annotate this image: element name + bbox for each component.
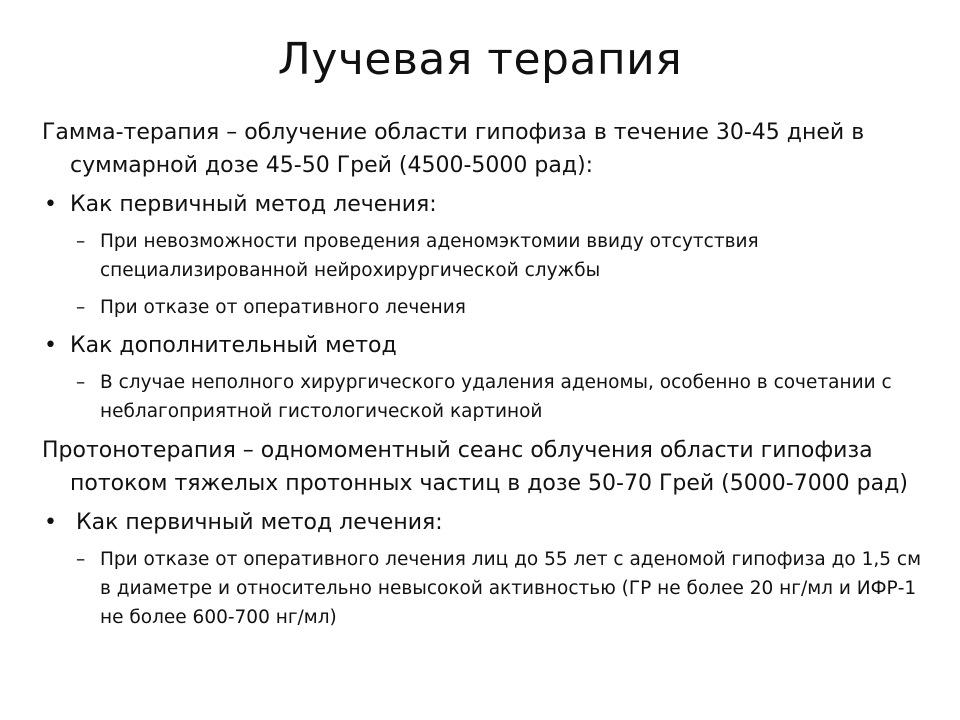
slide-title: Лучевая терапия xyxy=(277,34,683,85)
gamma-therapy-paragraph: Гамма-терапия – облучение области гипофиза в течение 30-45 дней в суммарной дозе 45-50 Грей (4500-5000 рад): xyxy=(42,120,865,178)
dash-mark: – xyxy=(76,231,86,252)
bullet-mark: • xyxy=(44,510,57,535)
dash-mark: – xyxy=(76,549,86,570)
proton-bullet-primary xyxy=(42,507,932,539)
gamma-bullet-additional xyxy=(42,330,932,362)
bullet-mark: • xyxy=(44,192,57,217)
bullet-text: Как первичный метод лечения: xyxy=(76,510,443,535)
proton-therapy-paragraph: Протонотерапия – одномоментный сеанс облучения области гипофиза потоком тяжелых протонных частиц в дозе 50-70 Грей (5000-7000 рад) xyxy=(42,438,908,496)
gamma-sub-no-neurosurgery xyxy=(42,227,932,285)
bullet-text: Как дополнительный метод xyxy=(70,333,397,358)
sub-text: При невозможности проведения аденомэктомии ввиду отсутствия специализированной нейрохирургической службы xyxy=(100,231,759,281)
gamma-bullet-primary xyxy=(42,189,932,221)
sub-text: В случае неполного хирургического удаления аденомы, особенно в сочетании с неблагоприятной гистологической картиной xyxy=(100,372,892,422)
slide-content xyxy=(42,116,932,640)
gamma-sub-refusal xyxy=(42,293,932,322)
bullet-text: Как первичный метод лечения: xyxy=(70,192,437,217)
sub-text: При отказе от оперативного лечения лиц до 55 лет с аденомой гипофиза до 1,5 см в диаметре и относительно невысокой активностью (ГР не более 20 нг/мл и ИФР-1 не более 600-700 нг/мл) xyxy=(100,549,922,628)
gamma-sub-incomplete-removal xyxy=(42,368,932,426)
dash-mark: – xyxy=(76,297,86,318)
sub-text: При отказе от оперативного лечения xyxy=(100,297,466,318)
proton-sub-refusal-criteria xyxy=(42,545,932,632)
dash-mark: – xyxy=(76,372,86,393)
bullet-mark: • xyxy=(44,333,57,358)
